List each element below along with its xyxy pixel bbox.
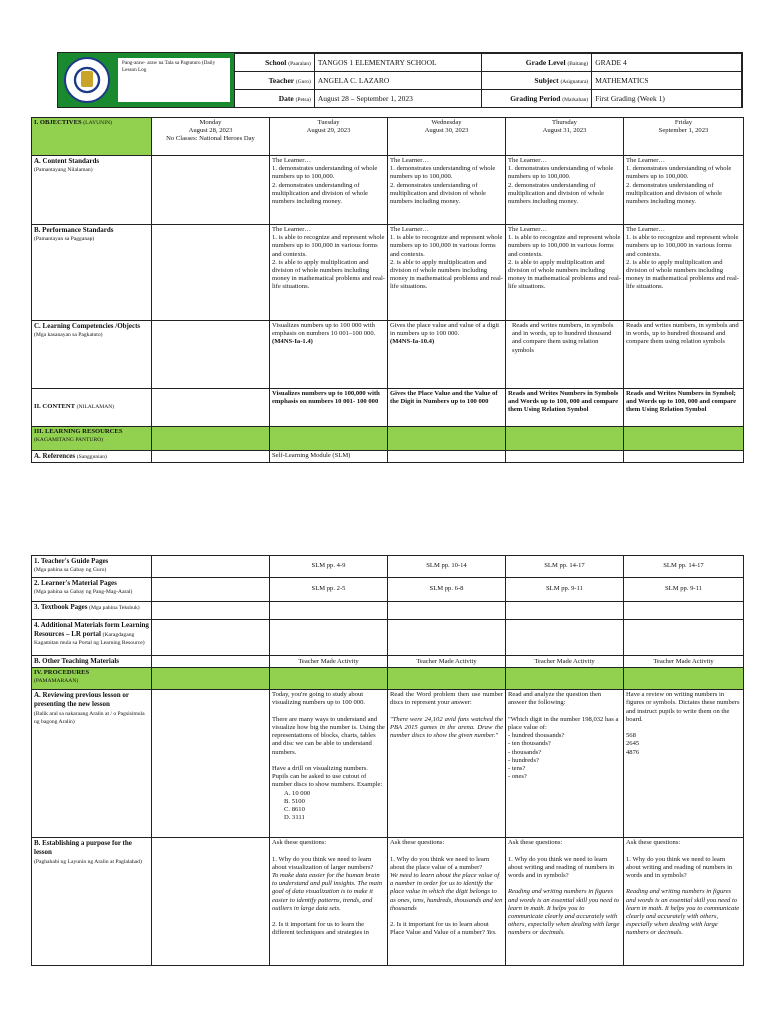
- references-label: A. References (Sanggunian): [32, 451, 152, 463]
- content-standards-wed: The Learner… 1. demonstrates understanding of whole numbers up to 100,000. 2. demonstrates understanding of multiplication and division of whole numbers including money.: [388, 156, 506, 225]
- objectives-table: [31, 117, 744, 463]
- procedures-tue: [270, 668, 388, 690]
- additional-materials-thu: [506, 620, 624, 656]
- references-thu: [506, 451, 624, 463]
- grade-level-label: Grade Level (Baitang): [482, 54, 592, 72]
- performance-standards-label: B. Performance Standards (Pamantayan sa Pagganap): [32, 225, 152, 321]
- learners-material-fri: SLM pp. 9-11: [624, 578, 744, 602]
- textbook-thu: [506, 602, 624, 620]
- content-standards-thu: The Learner… 1. demonstrates understanding of whole numbers up to 100,000. 2. demonstrates understanding of multiplication and division of whole numbers including money.: [506, 156, 624, 225]
- competencies-thu: Reads and writes numbers, in symbols and in words, up to hundred thousand and compare them using relation symbols: [506, 321, 624, 389]
- subject-label: Subject (Asignatura): [482, 72, 592, 90]
- performance-standards-thu: The Learner… 1. is able to recognize and represent whole numbers up to 100,000 in various forms and contexts. 2. is able to apply multiplication and division of whole numbers including money in mathematical problems and real-life situations.: [506, 225, 624, 321]
- teachers-guide-label: 1. Teacher's Guide Pages (Mga pahina sa Gabay ng Guro): [32, 556, 152, 578]
- learners-material-mon: [152, 578, 270, 602]
- teachers-guide-thu: SLM pp. 14-17: [506, 556, 624, 578]
- procedures-table: [31, 555, 744, 966]
- content-thu: Reads and Writes Numbers in Symbols and Words up to 100, 000 and compare them Using Relation Symbol: [506, 389, 624, 427]
- grading-period-label: Grading Period (Markahan): [482, 90, 592, 108]
- day-tuesday: Tuesday August 29, 2023: [270, 118, 388, 156]
- subject-value: MATHEMATICS: [592, 72, 742, 90]
- purpose-thu: Ask these questions: 1. Why do you think we need to learn about writing and reading of numbers in words and in symbols? Reading and writing numbers in figures and words is an essential skill you need to learn in math. It helps you to communicate clearly and accurately with others, especially when dealing with large numbers or decimals.: [506, 838, 624, 966]
- school-label: School (Paaralan): [235, 54, 315, 72]
- performance-standards-wed: The Learner… 1. is able to recognize and represent whole numbers up to 100,000 in various forms and contexts. 2. is able to apply multiplication and division of whole numbers including money in mathematical problems and real-life situations.: [388, 225, 506, 321]
- review-lesson-tue: Today, you're going to study about visualizing numbers up to 100 000. There are many ways to understand and visualize how big the number is. Using the representations of blocks, charts, tables and disc we can be able to understand numbers. Have a drill on visualizing numbers. Pupils can be asked to use cutout of number discs to show numbers. Example: A. 10 000 B. 5100 C. 8610 D. 3111: [270, 690, 388, 838]
- grade-level-value: GRADE 4: [592, 54, 742, 72]
- references-wed: [388, 451, 506, 463]
- content-standards-fri: The Learner… 1. demonstrates understanding of whole numbers up to 100,000. 2. demonstrates understanding of multiplication and division of whole numbers including money.: [624, 156, 744, 225]
- references-tue: Self-Learning Module (SLM): [270, 451, 388, 463]
- other-materials-mon: [152, 656, 270, 668]
- learning-resources-fri: [624, 427, 744, 451]
- textbook-tue: [270, 602, 388, 620]
- performance-standards-mon: [152, 225, 270, 321]
- other-materials-thu: Teacher Made Activity: [506, 656, 624, 668]
- review-lesson-wed: Read the Word problem then use number discs to represent your answer: "There were 24,102 avid fans watched the PBA 2015 games in the arena. Draw the number discs to show the given number.": [388, 690, 506, 838]
- dll-header: [57, 52, 743, 108]
- deped-logo-panel: [58, 53, 234, 107]
- competencies-label: C. Learning Competencies /Objects (Mga kasanayan sa Pagkatuto): [32, 321, 152, 389]
- content-tue: Visualizes numbers up to 100,000 with emphasis on numbers 10 001- 100 000: [270, 389, 388, 427]
- performance-standards-fri: The Learner… 1. is able to recognize and represent whole numbers up to 100,000 in various forms and contexts. 2. is able to apply multiplication and division of whole numbers including money in mathematical problems and real-life situations.: [624, 225, 744, 321]
- learning-resources-mon: [152, 427, 270, 451]
- teacher-label: Teacher (Guro): [235, 72, 315, 90]
- competencies-mon: [152, 321, 270, 389]
- textbook-mon: [152, 602, 270, 620]
- procedures-heading: IV. PROCEDURES (PAMAMARAAN): [32, 668, 152, 690]
- teachers-guide-wed: SLM pp. 10-14: [388, 556, 506, 578]
- textbook-fri: [624, 602, 744, 620]
- purpose-fri: Ask these questions: 1. Why do you think we need to learn about writing and reading of numbers in words and in symbols? Reading and writing numbers in figures and words is an essential skill you need to learn in math. It helps you to communicate clearly and accurately with others, especially when dealing with large numbers or decimals.: [624, 838, 744, 966]
- grading-period-value: First Grading (Week 1): [592, 90, 742, 108]
- competencies-wed: Gives the place value and value of a digit in numbers up to 100 000. (M4NS-Ia-10.4): [388, 321, 506, 389]
- purpose-mon: [152, 838, 270, 966]
- teachers-guide-mon: [152, 556, 270, 578]
- day-thursday: Thursday August 31, 2023: [506, 118, 624, 156]
- date-label: Date (Petsa): [235, 90, 315, 108]
- references-fri: [624, 451, 744, 463]
- review-lesson-fri: Have a review on writing numbers in figures or symbols. Dictates these numbers and instruct pupils to write them on the board. 568 2645 4876: [624, 690, 744, 838]
- teacher-value: ANGELA C. LAZARO: [314, 72, 482, 90]
- textbook-wed: [388, 602, 506, 620]
- additional-materials-tue: [270, 620, 388, 656]
- competencies-tue: Visualizes numbers up to 100 000 with emphasis on numbers 10 001–100 000. (M4NS-Ia-1.4): [270, 321, 388, 389]
- content-wed: Gives the Place Value and the Value of the Digit in Numbers up to 100 000: [388, 389, 506, 427]
- date-value: August 28 – September 1, 2023: [314, 90, 482, 108]
- learners-material-thu: SLM pp. 9-11: [506, 578, 624, 602]
- other-materials-fri: Teacher Made Activity: [624, 656, 744, 668]
- procedures-thu: [506, 668, 624, 690]
- learning-resources-tue: [270, 427, 388, 451]
- learners-material-tue: SLM pp. 2-5: [270, 578, 388, 602]
- learning-resources-heading: III. LEARNING RESOURCES (KAGAMITANG PANTURO): [32, 427, 152, 451]
- content-mon: [152, 389, 270, 427]
- learning-resources-thu: [506, 427, 624, 451]
- purpose-label: B. Establishing a purpose for the lesson (Paghahabi ng Layunin ng Aralin at Paglalahad): [32, 838, 152, 966]
- other-materials-tue: Teacher Made Activity: [270, 656, 388, 668]
- day-friday: Friday September 1, 2023: [624, 118, 744, 156]
- learning-resources-wed: [388, 427, 506, 451]
- deped-seal-icon: [64, 57, 110, 103]
- teachers-guide-tue: SLM pp. 4-9: [270, 556, 388, 578]
- review-lesson-mon: [152, 690, 270, 838]
- review-lesson-thu: Read and analyze the question then answer the following: "Which digit in the number 198,032 has a place value of: - hundred thousands? - ten thousands? - thousands? - hundreds? - tens? - ones?: [506, 690, 624, 838]
- performance-standards-tue: The Learner… 1. is able to recognize and represent whole numbers up to 100,000 in various forms and contexts. 2. is able to apply multiplication and division of whole numbers including money in mathematical problems and real-life situations.: [270, 225, 388, 321]
- additional-materials-label: 4. Additional Materials form Learning Resources – LR portal (Karagdagang Kagamitan mula sa Portal ng Learning Resource): [32, 620, 152, 656]
- procedures-mon: [152, 668, 270, 690]
- procedures-fri: [624, 668, 744, 690]
- objectives-heading: I. OBJECTIVES (LAYUNIN): [32, 118, 152, 156]
- content-standards-label: A. Content Standards (Pamantayang Nilalaman): [32, 156, 152, 225]
- competencies-fri: Reads and writes numbers, in symbols and in words, up to hundred thousand and compare them using relation symbols: [624, 321, 744, 389]
- content-standards-tue: The Learner… 1. demonstrates understanding of whole numbers up to 100,000. 2. demonstrates understanding of multiplication and division of whole numbers including money.: [270, 156, 388, 225]
- other-materials-label: B. Other Teaching Materials: [32, 656, 152, 668]
- learners-material-wed: SLM pp. 6-8: [388, 578, 506, 602]
- day-wednesday: Wednesday August 30, 2023: [388, 118, 506, 156]
- seal-caption: Pang-araw- araw na Tala sa Pagtuturo (Daily Lesson Log: [118, 58, 230, 102]
- additional-materials-wed: [388, 620, 506, 656]
- learners-material-label: 2. Learner's Material Pages (Mga pahina sa Gabay ng Pang-Mag-Aaral): [32, 578, 152, 602]
- review-lesson-label: A. Reviewing previous lesson or presenting the new lesson (Balik aral sa nakaraang Aralin at / o Pagsisimula ng bagong Aralin): [32, 690, 152, 838]
- procedures-wed: [388, 668, 506, 690]
- content-standards-mon: [152, 156, 270, 225]
- content-heading: II. CONTENT (NILALAMAN): [32, 389, 152, 427]
- school-value: TANGOS 1 ELEMENTARY SCHOOL: [314, 54, 482, 72]
- references-mon: [152, 451, 270, 463]
- purpose-tue: Ask these questions: 1. Why do you think we need to learn about visualization of larger numbers? To make data easier for the human brain to understand and pull insights. The main goal of data visualization is to make it easier to identify patterns, trends, and outliers in large data sets. 2. Is it important for us to learn the different techniques and strategies in: [270, 838, 388, 966]
- textbook-label: 3. Textbook Pages (Mga pahina Teksbuk): [32, 602, 152, 620]
- purpose-wed: Ask these questions: 1. Why do you think we need to learn about the place value of a number? We need to learn about the place value of a number in order for us to identify the place value in which the digit belongs to as ones, tens, hundreds, thousands and ten thousands 2. Is it important for us to learn about Place Value and Value of a number? Yes.: [388, 838, 506, 966]
- additional-materials-mon: [152, 620, 270, 656]
- header-info-table: [234, 53, 742, 108]
- additional-materials-fri: [624, 620, 744, 656]
- day-monday: Monday August 28, 2023 No Classes: National Heroes Day: [152, 118, 270, 156]
- teachers-guide-fri: SLM pp. 14-17: [624, 556, 744, 578]
- content-fri: Reads and Writes Numbers in Symbol; and Words up to 100, 000 and compare them Using Relation Symbol: [624, 389, 744, 427]
- other-materials-wed: Teacher Made Activity: [388, 656, 506, 668]
